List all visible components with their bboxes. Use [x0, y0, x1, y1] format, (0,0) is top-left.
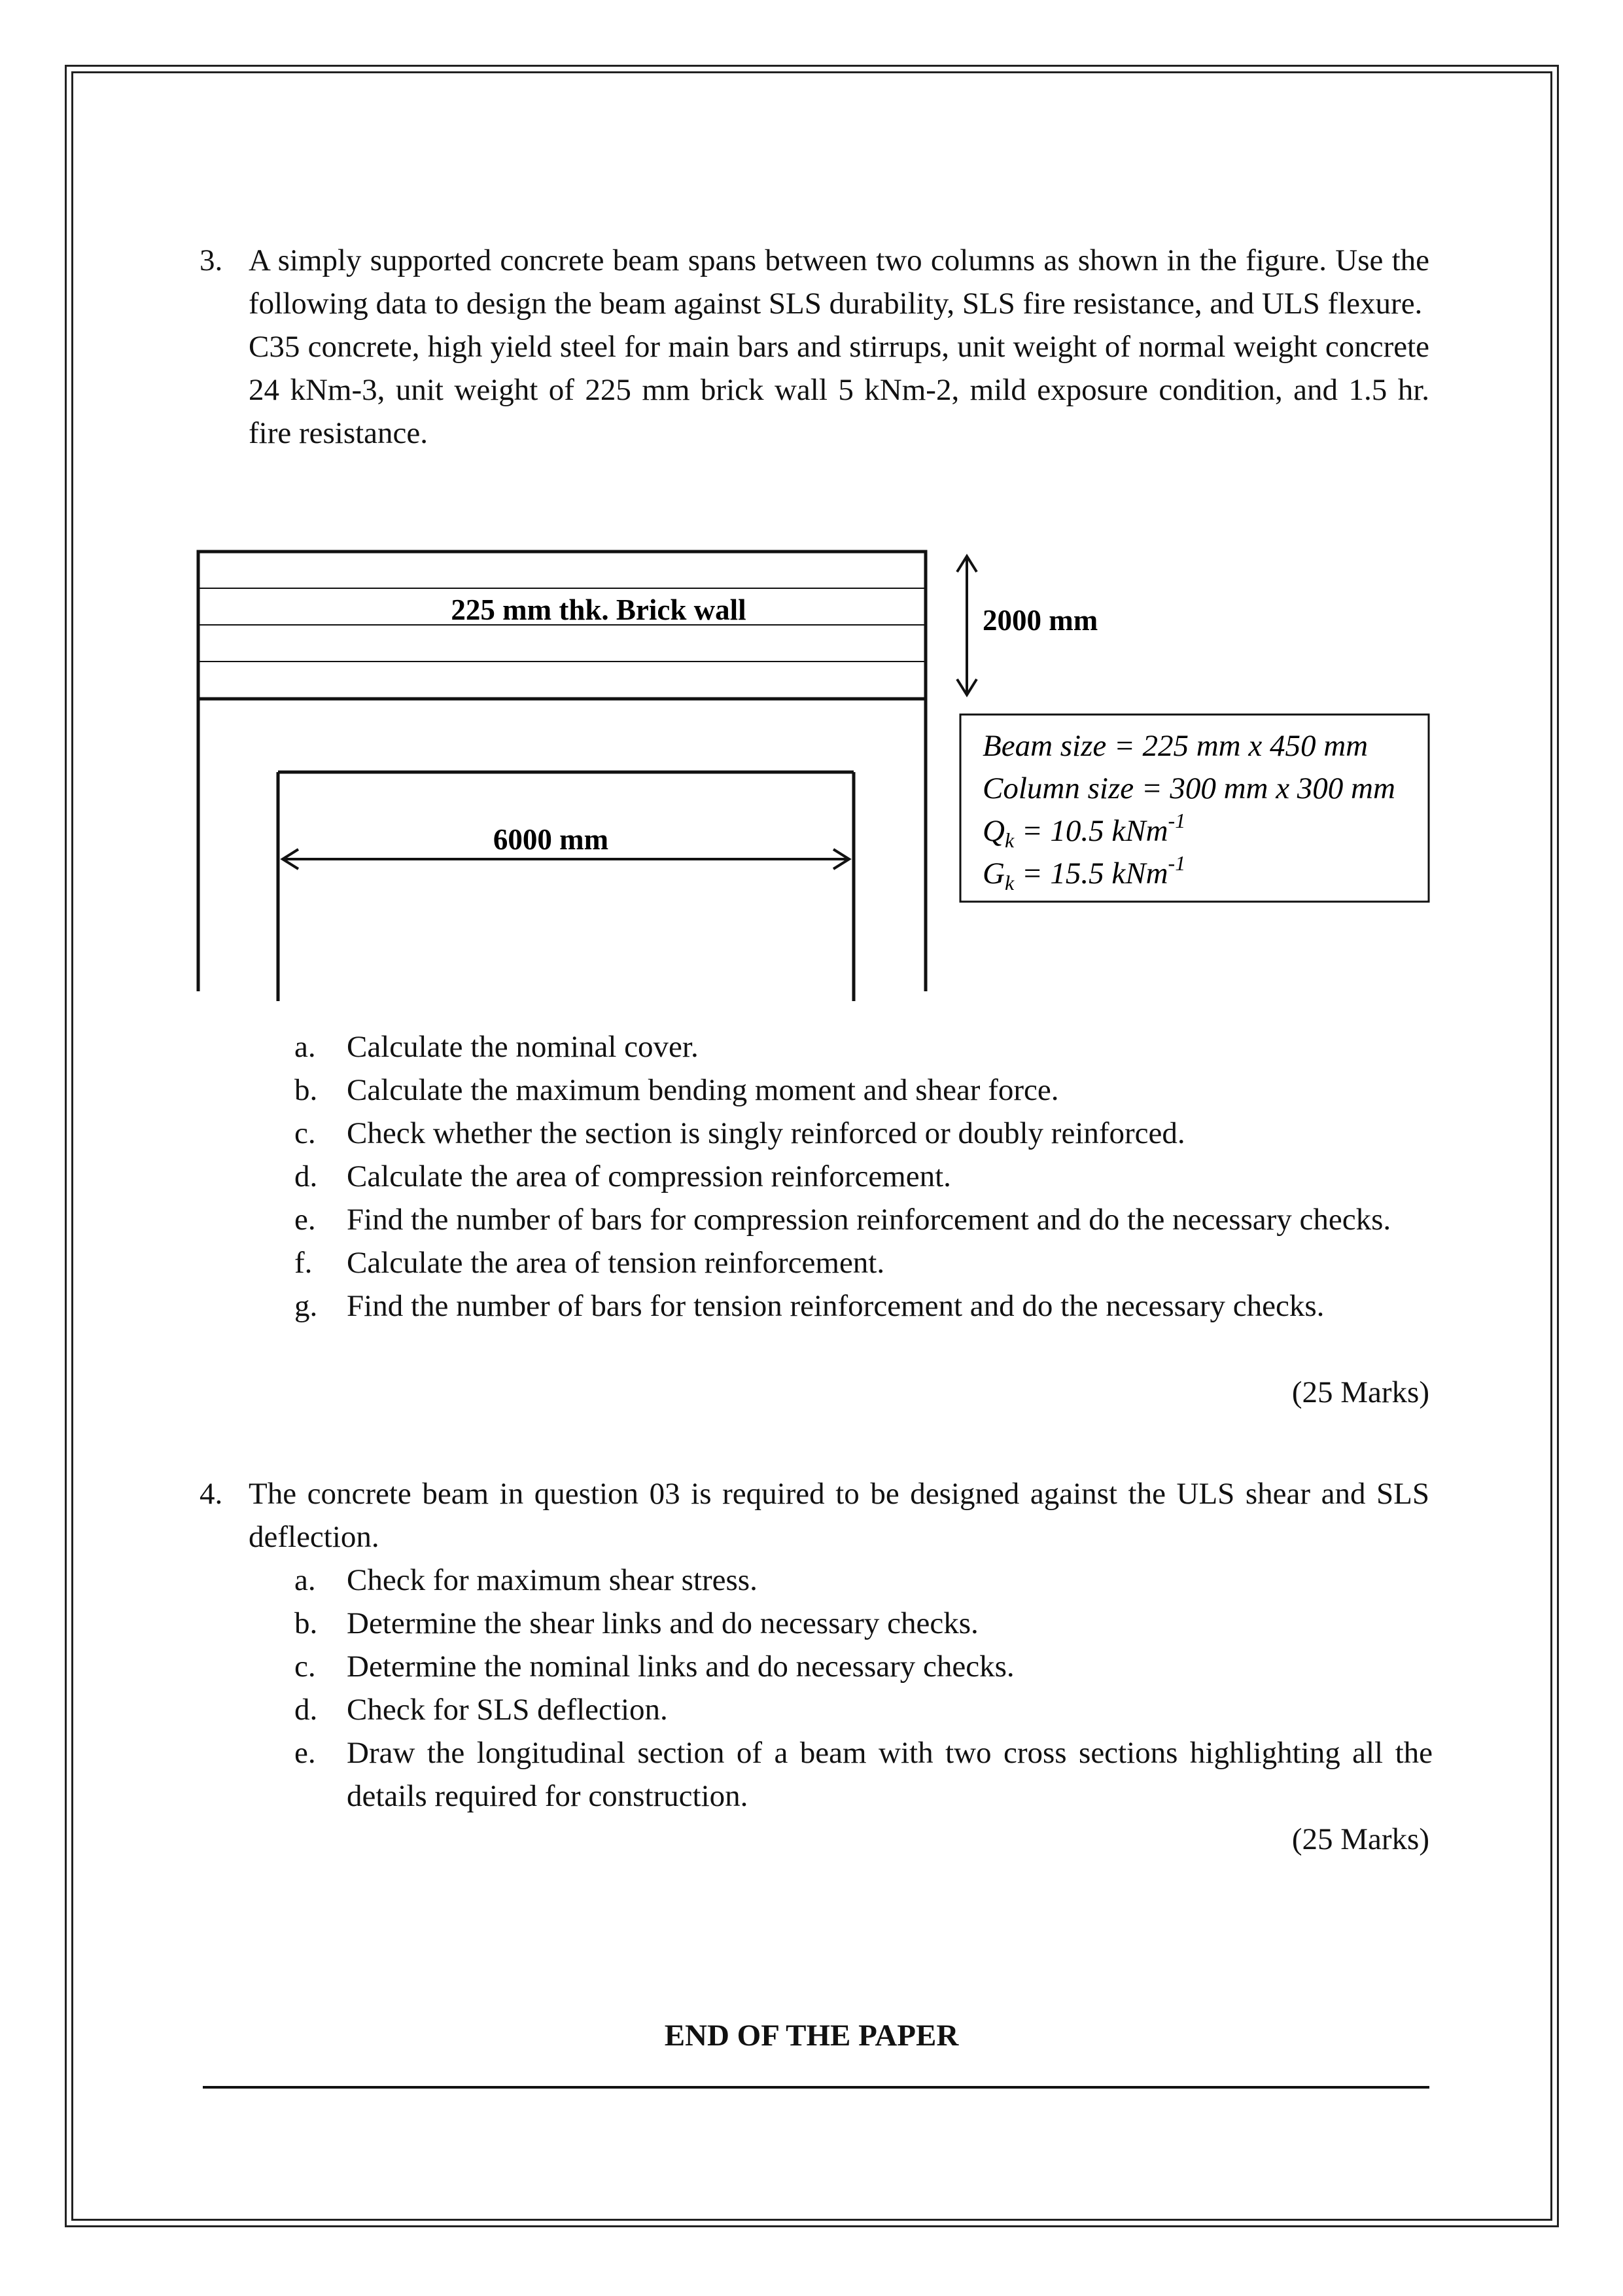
subquestion-4b: b. Determine the shear links and do necessary checks. — [294, 1606, 979, 1640]
subquestion-4a: a. Check for maximum shear stress. — [294, 1563, 758, 1597]
subquestion-3f: f. Calculate the area of tension reinforcement. — [294, 1246, 885, 1280]
beam-size-text: Beam size = 225 mm x 450 mm — [983, 729, 1369, 763]
question-3-data: C35 concrete, high yield steel for main bars and stirrups, unit weight of normal weight concrete 24 kNm-3, unit weight of 225 mm brick wall 5 kNm-2, mild exposure condition, and 1.5 hr. fire resistance. — [249, 330, 1429, 450]
question-3-marks: (25 Marks) — [1291, 1375, 1429, 1409]
height-dimension-arrow — [957, 556, 977, 695]
gk-symbol: G — [983, 857, 1005, 891]
qk-subscript: k — [1004, 828, 1015, 852]
qk-symbol: Q — [983, 814, 1005, 848]
subquestion-3e: e. Find the number of bars for compression reinforcement and do the necessary checks. — [294, 1203, 1391, 1237]
height-label: 2000 mm — [983, 604, 1098, 637]
question-3-number: 3. — [200, 243, 223, 277]
question-3-intro: A simply supported concrete beam spans between two columns as shown in the figure. Use the following data to design the beam against SLS durability, SLS fire resistance, and ULS flexure. — [249, 243, 1429, 321]
question-4-intro: The concrete beam in question 03 is required to be designed against the ULS shear and SLS deflection. — [249, 1477, 1429, 1554]
beam-figure — [0, 0, 1623, 1021]
question-4 — [200, 1472, 1429, 1559]
gk-subscript: k — [1004, 871, 1015, 894]
gk-value: = 15.5 kNm — [1014, 857, 1168, 891]
subquestion-4d: d. Check for SLS deflection. — [294, 1693, 668, 1727]
subquestion-3a: a. Calculate the nominal cover. — [294, 1030, 699, 1064]
question-4-marks: (25 Marks) — [1291, 1822, 1429, 1856]
qk-exponent: -1 — [1168, 809, 1186, 832]
question-3-subquestions — [294, 1025, 1433, 1328]
subquestion-3b: b. Calculate the maximum bending moment and shear force. — [294, 1073, 1059, 1107]
span-label: 6000 mm — [493, 823, 609, 856]
gk-exponent: -1 — [1168, 851, 1186, 875]
question-4-subquestions — [294, 1559, 1433, 1818]
gk-text — [983, 851, 1185, 894]
wall-label: 225 mm thk. Brick wall — [451, 593, 746, 626]
qk-text — [983, 809, 1185, 852]
qk-value: = 10.5 kNm — [1014, 814, 1168, 848]
end-of-paper: END OF THE PAPER — [664, 2019, 959, 2053]
subquestion-3c: c. Check whether the section is singly reinforced or doubly reinforced. — [294, 1116, 1185, 1150]
subquestion-3g: g. Find the number of bars for tension reinforcement and do the necessary checks. — [294, 1289, 1325, 1323]
question-4-number: 4. — [200, 1477, 223, 1511]
subquestion-3d: d. Calculate the area of compression reinforcement. — [294, 1159, 951, 1193]
end-divider-line — [203, 2086, 1429, 2089]
column-size-text: Column size = 300 mm x 300 mm — [983, 771, 1395, 805]
subquestion-4e: e. Draw the longitudinal section of a beam with two cross sections highlighting all the details required for construction. — [294, 1736, 1433, 1813]
subquestion-4c: c. Determine the nominal links and do necessary checks. — [294, 1650, 1015, 1684]
